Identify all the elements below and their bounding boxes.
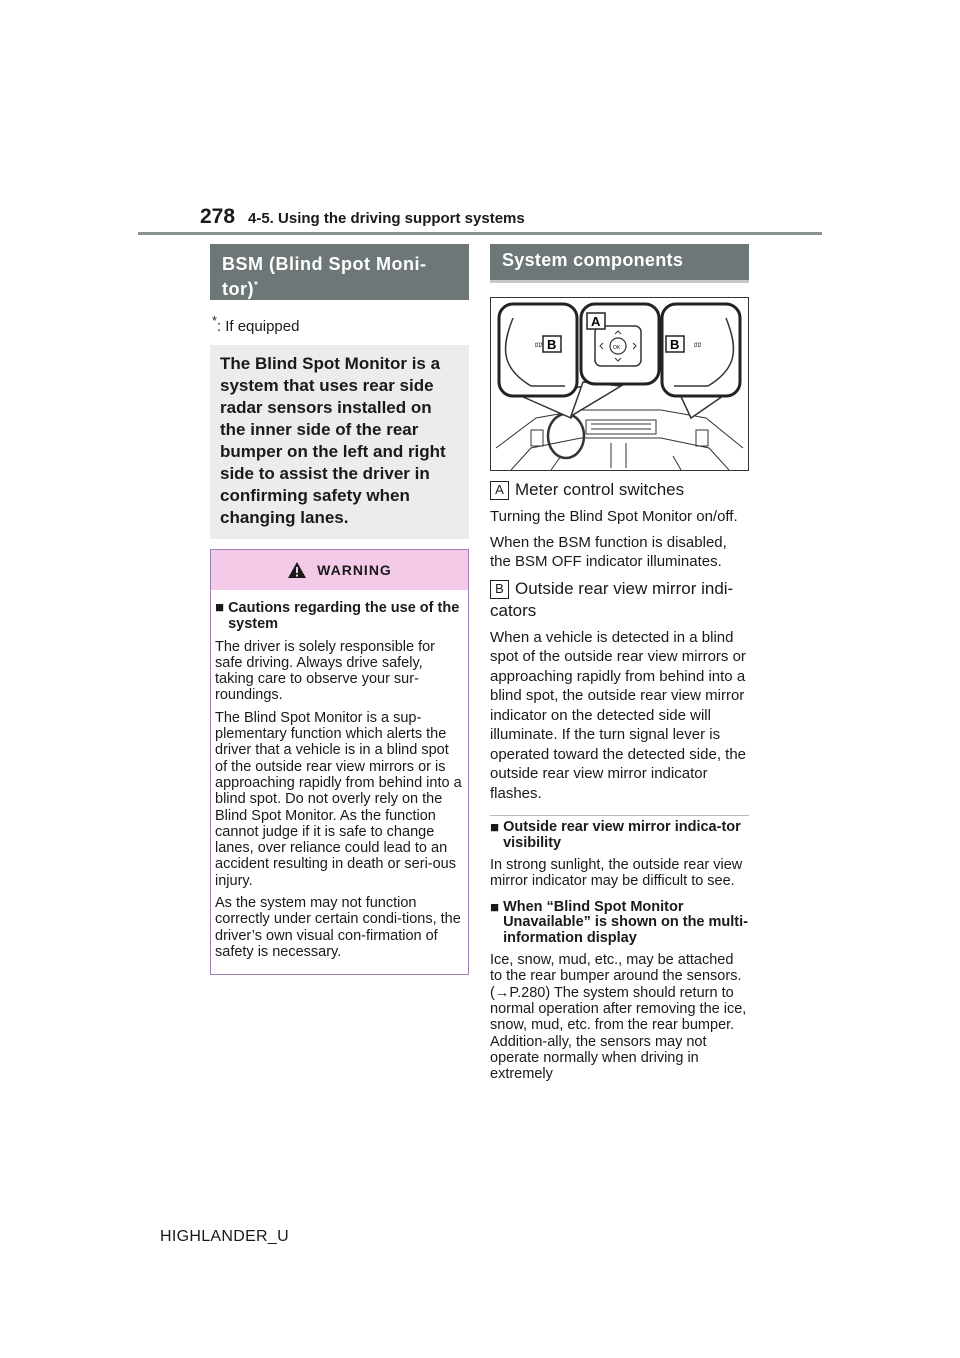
note-heading-text: Outside rear view mirror indica-tor visibility — [503, 819, 741, 851]
warning-header — [211, 550, 468, 590]
label-a-badge: A — [490, 481, 509, 500]
item-a-desc: Turning the Blind Spot Monitor on/off. — [490, 508, 738, 525]
item-b-desc: When a vehicle is detected in a blind spot of the outside rear view mirrors or approaching rapidly from behind into a blind spot, the outside rear view mirror indicator on the detected side will illuminate. If the turn signal lever is operated toward the detected side, the outside rear view mirror indicator flashes. — [490, 628, 747, 802]
svg-text:A: A — [591, 314, 601, 329]
intro-box: The Blind Spot Monitor is a system that uses rear side radar sensors installed on the inner side of the rear bumper on the left and right side to assist the driver in confirming safety when changing lanes. — [210, 345, 469, 539]
svg-text:B: B — [670, 337, 680, 352]
svg-text:ﾛﾛ: ﾛﾛ — [535, 342, 542, 349]
warning-paragraph: As the system may not function correctly under certain condi-tions, the driver’s own visual con-firmation of safety is necessary. — [215, 895, 461, 960]
warning-heading-text: Cautions regarding the use of the system — [228, 600, 460, 633]
square-bullet-icon: ■ — [490, 819, 500, 836]
notes-divider — [490, 815, 749, 816]
warning-body — [211, 590, 468, 974]
item-a-desc: When the BSM function is disabled, the BSM OFF indicator illuminates. — [490, 533, 727, 570]
title-asterisk: * — [254, 280, 259, 291]
square-bullet-icon: ■ — [490, 898, 500, 916]
section-title: 4-5. Using the driving support systems — [248, 210, 525, 227]
svg-text:OK: OK — [613, 345, 621, 351]
left-column — [210, 244, 469, 975]
note-heading — [490, 900, 749, 947]
right-column — [490, 244, 749, 1088]
dashboard-illustration — [491, 298, 748, 470]
label-b-badge: B — [490, 580, 509, 599]
item-a-caption — [490, 479, 749, 501]
note-heading — [490, 820, 749, 851]
warning-label: WARNING — [317, 562, 392, 578]
warning-subheading — [215, 600, 462, 633]
note-heading-text: When “Blind Spot Monitor Unavailable” is shown on the multi-information display — [503, 898, 748, 946]
bsm-title-bar — [210, 244, 469, 300]
item-b-caption — [490, 578, 749, 622]
steering-wheel-icon — [548, 414, 584, 458]
note-text: In strong sunlight, the outside rear view mirror indicator may be difficult to see. — [490, 857, 743, 890]
warning-paragraph: The driver is solely responsible for safe driving. Always drive safely, taking care to observe your sur-roundings. — [215, 638, 436, 704]
warning-paragraph: The Blind Spot Monitor is a sup-plementary function which alerts the driver that a vehicle is in a blind spot of the outside rear view mirrors or is approaching rapidly from behind into a blind spot. Do not overly rely on the Blind Spot Monitor. As the function cannot judge if it is safe to change lanes, over reliance could lead to an accident resulting in death or seri-ous injury. — [215, 709, 462, 889]
footer-model: HIGHLANDER_U — [160, 1228, 289, 1245]
warning-triangle-icon — [287, 561, 307, 579]
footnote — [212, 314, 469, 335]
header-rule — [138, 232, 822, 235]
item-b-text: Outside rear view mirror indi-cators — [490, 578, 734, 620]
page-number: 278 — [200, 205, 236, 228]
dashboard-figure — [490, 297, 749, 471]
svg-text:ﾛﾛ: ﾛﾛ — [694, 342, 701, 349]
system-components-bar: System components — [490, 244, 749, 283]
bsm-title-line2: tor) — [222, 279, 254, 299]
footnote-text: : If equipped — [216, 318, 300, 335]
footnote-asterisk: * — [212, 314, 217, 328]
item-a-text: Meter control switches — [515, 480, 685, 499]
warning-box — [210, 549, 469, 975]
note-text: Ice, snow, mud, etc., may be attached to the rear bumper around the sensors. (→P.280) The system should return to normal operation after removing the ice, snow, mud, etc. from the rear bumper. Addition-ally, the sensors may not operate normally when driving in extremely — [490, 952, 747, 1083]
svg-text:B: B — [547, 337, 557, 352]
square-bullet-icon: ■ — [215, 599, 225, 616]
bsm-title-line1: BSM (Blind Spot Moni- — [222, 254, 427, 274]
